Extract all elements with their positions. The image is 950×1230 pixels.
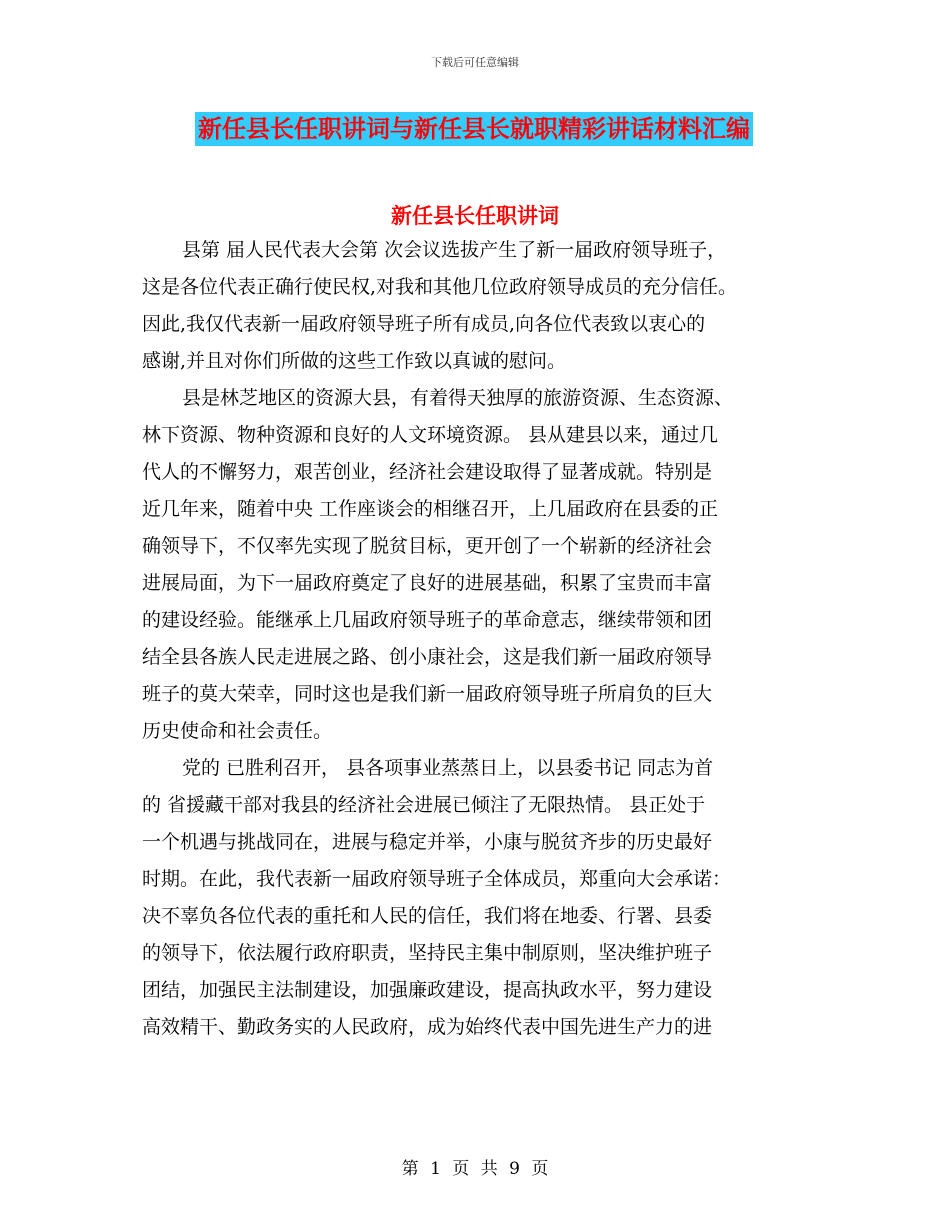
- body-line: 党的 已胜利召开， 县各项事业蒸蒸日上，以县委书记 同志为首: [182, 757, 714, 779]
- body-line: 这是各位代表正确行使民权,对我和其他几位政府领导成员的充分信任。: [142, 276, 738, 298]
- body-line: 历史使命和社会责任。: [142, 720, 333, 742]
- body-line: 的 省援藏干部对我县的经济社会进展已倾注了无限热情。 县正处于: [142, 794, 706, 816]
- body-line: 因此,我仅代表新一届政府领导班子所有成员,向各位代表致以衷心的: [142, 313, 706, 335]
- section-title: 新任县长任职讲词: [391, 203, 559, 228]
- body-line: 决不辜负各位代表的重托和人民的信任，我们将在地委、行署、县委: [142, 905, 713, 927]
- body-line: 的建设经验。能继承上几届政府领导班子的革命意志，继续带领和团: [142, 609, 713, 631]
- document-main-title: 新任县长任职讲词与新任县长就职精彩讲话材料汇编: [195, 112, 753, 146]
- body-line: 感谢,并且对你们所做的这些工作致以真诚的慰问。: [142, 350, 567, 372]
- body-line: 进展局面，为下一届政府奠定了良好的进展基础，积累了宝贵而丰富: [142, 572, 713, 594]
- body-line: 县是林芝地区的资源大县，有着得天独厚的旅游资源、生态资源、: [182, 387, 734, 409]
- body-line: 结全县各族人民走进展之路、创小康社会，这是我们新一届政府领导: [142, 646, 713, 668]
- body-line: 团结，加强民主法制建设，加强廉政建设，提高执政水平，努力建设: [142, 979, 713, 1001]
- body-line: 代人的不懈努力，艰苦创业，经济社会建设取得了显著成就。特别是: [142, 461, 713, 483]
- body-line: 近几年来，随着中央 工作座谈会的相继召开，上几届政府在县委的正: [142, 498, 719, 520]
- document-body: [142, 232, 808, 1046]
- page-header-note: 下载后可任意编辑: [431, 56, 519, 69]
- body-line: 林下资源、物种资源和良好的人文环境资源。 县从建县以来，通过几: [142, 424, 719, 446]
- body-line: 一个机遇与挑战同在，进展与稳定并举，小康与脱贫齐步的历史最好: [142, 831, 713, 853]
- body-line: 县第 届人民代表大会第 次会议选拔产生了新一届政府领导班子，: [182, 239, 727, 261]
- body-line: 的领导下，依法履行政府职责，坚持民主集中制原则，坚决维护班子: [142, 942, 713, 964]
- page-number-footer: 第 1 页 共 9 页: [401, 1159, 549, 1179]
- body-line: 时期。在此，我代表新一届政府领导班子全体成员，郑重向大会承诺：: [142, 868, 732, 890]
- body-line: 确领导下，不仅率先实现了脱贫目标，更开创了一个崭新的经济社会: [142, 535, 713, 557]
- body-line: 高效精干、勤政务实的人民政府，成为始终代表中国先进生产力的进: [142, 1016, 713, 1038]
- body-line: 班子的莫大荣幸，同时这也是我们新一届政府领导班子所肩负的巨大: [142, 683, 713, 705]
